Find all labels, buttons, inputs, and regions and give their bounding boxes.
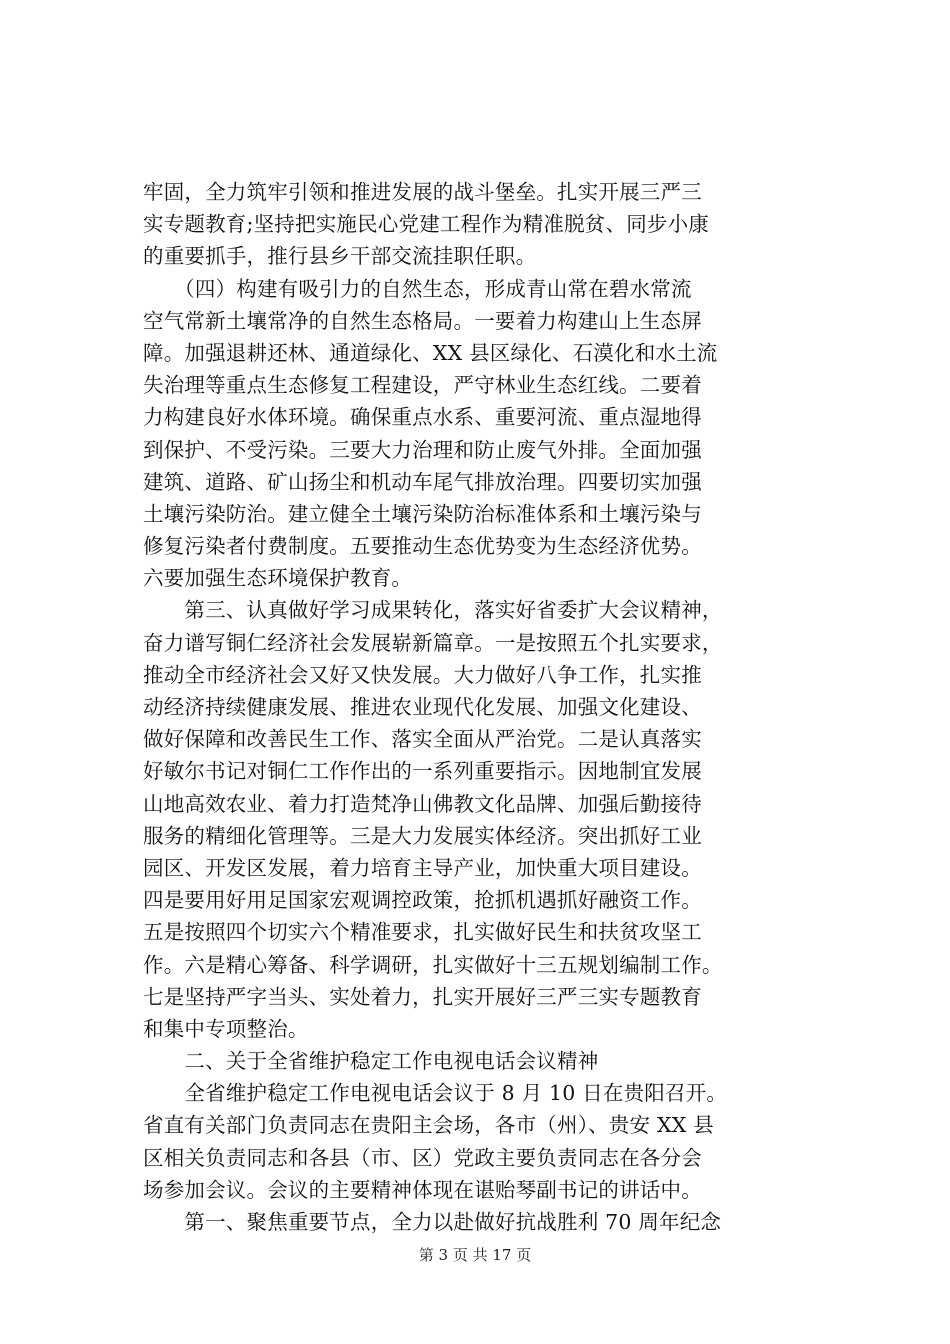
text-line: 空气常新土壤常净的自然生态格局。一要着力构建山上生态屏	[143, 308, 702, 333]
text-line: 动经济持续健康发展、推进农业现代化发展、加强文化建设、	[143, 695, 702, 719]
text-line: 实专题教育;坚持把实施民心党建工程作为精准脱贫、同步小康	[143, 212, 710, 237]
text-line: 二、关于全省维护稳定工作电视电话会议精神	[143, 1049, 599, 1074]
text-line: 力构建良好水体环境。确保重点水系、重要河流、重点湿地得	[143, 405, 702, 430]
text-line: 做好保障和改善民生工作、落实全面从严治党。二是认真落实	[143, 727, 702, 752]
text-line: 到保护、不受污染。三要大力治理和防止废气外排。全面加强	[143, 437, 702, 462]
text-line: 园区、开发区发展，着力培育主导产业，加快重大项目建设。	[143, 855, 702, 880]
text-line: 服务的精细化管理等。三是大力发展实体经济。突出抓好工业	[143, 823, 702, 848]
text-line: 好敏尔书记对铜仁工作作出的一系列重要指示。因地制宜发展	[143, 759, 702, 784]
text-line: 区相关负责同志和各县（市、区）党政主要负责同志在各分会	[143, 1145, 702, 1170]
text-line: 六要加强生态环境保护教育。	[143, 566, 413, 591]
text-line: 七是坚持严字当头、实处着力，扎实开展好三严三实专题教育	[143, 984, 702, 1009]
text-line: 修复污染者付费制度。五要推动生态优势变为生态经济优势。	[143, 534, 702, 559]
text-line: 作。六是精心筹备、科学调研，扎实做好十三五规划编制工作。	[143, 952, 723, 977]
page-number-footer: 第 3 页 共 17 页	[418, 1246, 532, 1264]
text-line: 推动全市经济社会又好又快发展。大力做好八争工作，扎实推	[143, 662, 702, 687]
text-line: 四是要用好用足国家宏观调控政策，抢抓机遇抓好融资工作。	[143, 888, 702, 913]
text-line: 和集中专项整治。	[143, 1016, 309, 1041]
text-line: 奋力谱写铜仁经济社会发展崭新篇章。一是按照五个扎实要求，	[143, 630, 723, 655]
text-line: 第一、聚焦重要节点，全力以赴做好抗战胜利 70 周年纪念	[143, 1210, 722, 1234]
text-line: 第三、认真做好学习成果转化，落实好省委扩大会议精神，	[143, 598, 723, 623]
text-line: 牢固，全力筑牢引领和推进发展的战斗堡垒。扎实开展三严三	[143, 180, 702, 204]
document-body	[143, 176, 843, 1238]
text-line: 的重要抓手，推行县乡干部交流挂职任职。	[143, 244, 537, 269]
text-line: 失治理等重点生态修复工程建设，严守林业生态红线。二要着	[143, 373, 702, 398]
text-line: 省直有关部门负责同志在贵阳主会场，各市（州）、贵安 XX 县	[143, 1113, 714, 1138]
text-line: 建筑、道路、矿山扬尘和机动车尾气排放治理。四要切实加强	[143, 469, 702, 494]
text-line: 场参加会议。会议的主要精神体现在谌贻琴副书记的讲话中。	[143, 1177, 702, 1202]
text-line: 障。加强退耕还林、通道绿化、XX 县区绿化、石漠化和水土流	[143, 340, 718, 365]
text-line: 五是按照四个切实六个精准要求，扎实做好民生和扶贫攻坚工	[143, 920, 702, 945]
text-line: 全省维护稳定工作电视电话会议于 8 月 10 日在贵阳召开。	[143, 1081, 728, 1106]
text-line: 土壤污染防治。建立健全土壤污染防治标准体系和土壤污染与	[143, 501, 702, 526]
text-line: （四）构建有吸引力的自然生态，形成青山常在碧水常流	[143, 276, 692, 301]
text-line: 山地高效农业、着力打造梵净山佛教文化品牌、加强后勤接待	[143, 791, 702, 816]
